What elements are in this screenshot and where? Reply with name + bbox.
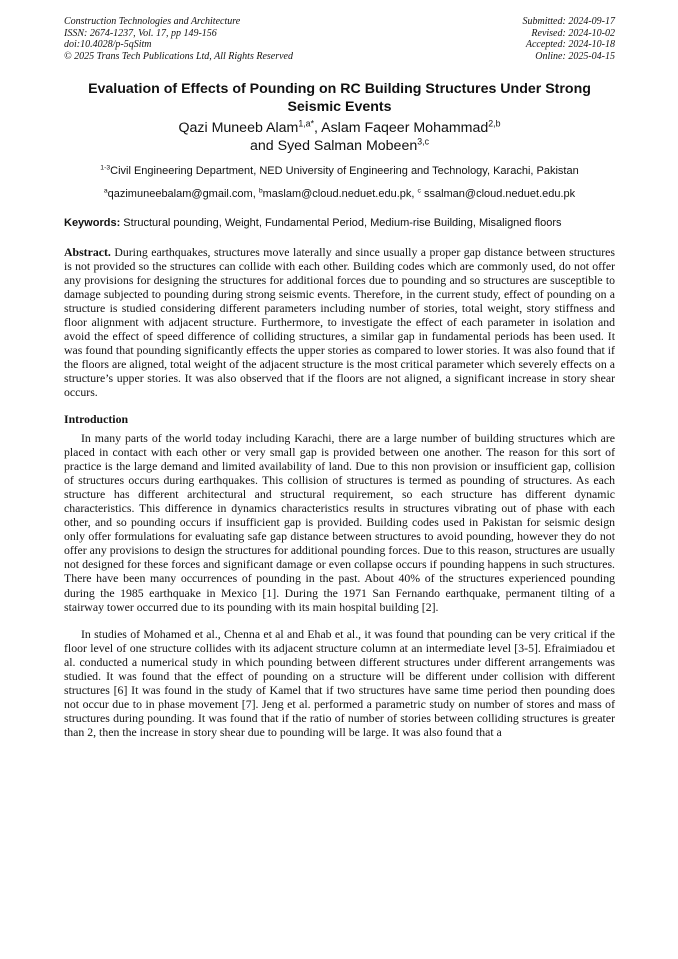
author-3-name: Syed Salman Mobeen [277, 138, 418, 154]
journal-name: Construction Technologies and Architecture [64, 16, 241, 27]
abstract [64, 245, 615, 400]
email-b-marker: b [258, 187, 263, 195]
affiliation-text: Civil Engineering Department, NED University of Engineering and Technology, Karachi, Pakistan [110, 165, 579, 177]
author-3-affil: 3,c [417, 136, 429, 147]
email-c-marker: c [417, 187, 421, 195]
author-2-name: Aslam Faqeer Mohammad [321, 120, 489, 136]
keywords-text: Structural pounding, Weight, Fundamental Period, Medium-rise Building, Misaligned floors [120, 217, 562, 229]
journal-issn: ISSN: 2674-1237, Vol. 17, pp 149-156 [64, 27, 217, 39]
article-doi: doi:10.4028/p-5qSitm [64, 39, 152, 50]
email-b: maslam@cloud.neduet.edu.pk, [262, 188, 418, 200]
author-separator: , [314, 120, 322, 136]
keywords-label: Keywords: [64, 217, 121, 229]
header-right [523, 16, 616, 62]
section-heading-introduction: Introduction [64, 411, 129, 426]
header-left [64, 16, 293, 62]
affiliation [64, 165, 615, 178]
author-1-affil: 1,a* [298, 118, 314, 129]
author-conjunction: and [250, 138, 278, 154]
author-list [64, 119, 615, 155]
author-2-affil: 2,b [488, 118, 501, 129]
author-1-name: Qazi Muneeb Alam [178, 120, 299, 136]
revised-date: Revised: 2024-10-02 [531, 27, 615, 39]
email-a-marker: a [103, 187, 108, 195]
author-emails [64, 188, 615, 201]
email-c: ssalman@cloud.neduet.edu.pk [420, 188, 576, 200]
email-a: qazimuneebalam@gmail.com, [107, 188, 259, 200]
paper-title: Evaluation of Effects of Pounding on RC Building Structures Under Strong Seismic Events [88, 81, 591, 115]
journal-header [64, 16, 615, 62]
introduction-paragraph-1: In many parts of the world today including Karachi, there are a large number of building structures which are placed in contact with each other or very small gap is provided between one another. The reason for this sort of practice is the large demand and limited availability of land. Due to this non provision or insufficient gap, collision of structures occurs during earthquakes. This collision of structures is termed as pounding of structures. As each structure has different architectural and structural requirement, so each structure has different dynamic characteristics. This difference in dynamics characteristics results in structures vibrating out of phase with each other, and so pounding occurs if insufficient gap is provided. Building codes used in Pakistan for seismic design only offer formulations for evaluating safe gap distance between structures to avoid pounding, however they do not offer any provisions to design the structures for additional pounding forces. Due to this reason, structures are usually not designed for these forces and significant damage or even collapse occurs if pounding happens in such structures. There have been many occurrences of pounding in the past. About 40% of the structures experienced pounding during the 1985 earthquake in Mexico [1]. During the 1971 San Fernando earthquake, permanent tilting of a stairway tower occurred due to its pounding with its main hospital building [2]. [64, 430, 615, 614]
copyright-notice: © 2025 Trans Tech Publications Ltd, All Rights Reserved [64, 50, 293, 62]
abstract-text: During earthquakes, structures move laterally and since usually a proper gap distance between structures is not provided so the structures can collide with each other. Building codes which are commonly used, do not offer any provisions for designing the structures for additional forces due to pounding and so structures are susceptible to damage subjected to pounding during strong seismic events. Therefore, in the current study, effect of pounding on a structure is studied considering different parameters including number of stories, total weight, story stiffness and floor alignment with adjacent structure. Furthermore, to investigate the effect of each parameter in isolation and avoid the effect of speed difference of colliding structures, a similar gap in fundamental periods has been used. It was found that pounding significantly effects the upper stories as compared to lower stories. It was also found that if the floors are aligned, total weight of the adjacent structure is the most critical parameter which severely effects on a structure’s upper stories. It was also observed that if the floors are not aligned, a significant increase in story shear occurs. [64, 244, 615, 400]
keywords [64, 217, 615, 231]
accepted-date: Accepted: 2024-10-18 [525, 39, 615, 50]
paper-page [64, 16, 615, 740]
affiliation-marker: 1-3 [100, 164, 111, 172]
abstract-label: Abstract. [64, 244, 111, 259]
online-date: Online: 2025-04-15 [535, 50, 615, 62]
submitted-date: Submitted: 2024-09-17 [522, 16, 615, 27]
introduction-paragraph-2: In studies of Mohamed et al., Chenna et al and Ehab et al., it was found that pounding can be very critical if the floor level of one structure collides with its adjacent structure column at an intermediate level [3-5]. Efraimiadou et al. conducted a numerical study in which pounding between different structures under different arrangements was studied. It was found that the effect of pounding on a structure will be different under collision with different structures [6] It was found in the study of Kamel that if two structures have same time period then pounding does not occur due to in phase movement [7]. Jeng et al. performed a parametric study on number of stores and mass of structures during pounding. It was found that if the ratio of number of stories between colliding structures is greater than 2, then the increase in story shear due to pounding will be large. It was also found that a [64, 626, 615, 740]
